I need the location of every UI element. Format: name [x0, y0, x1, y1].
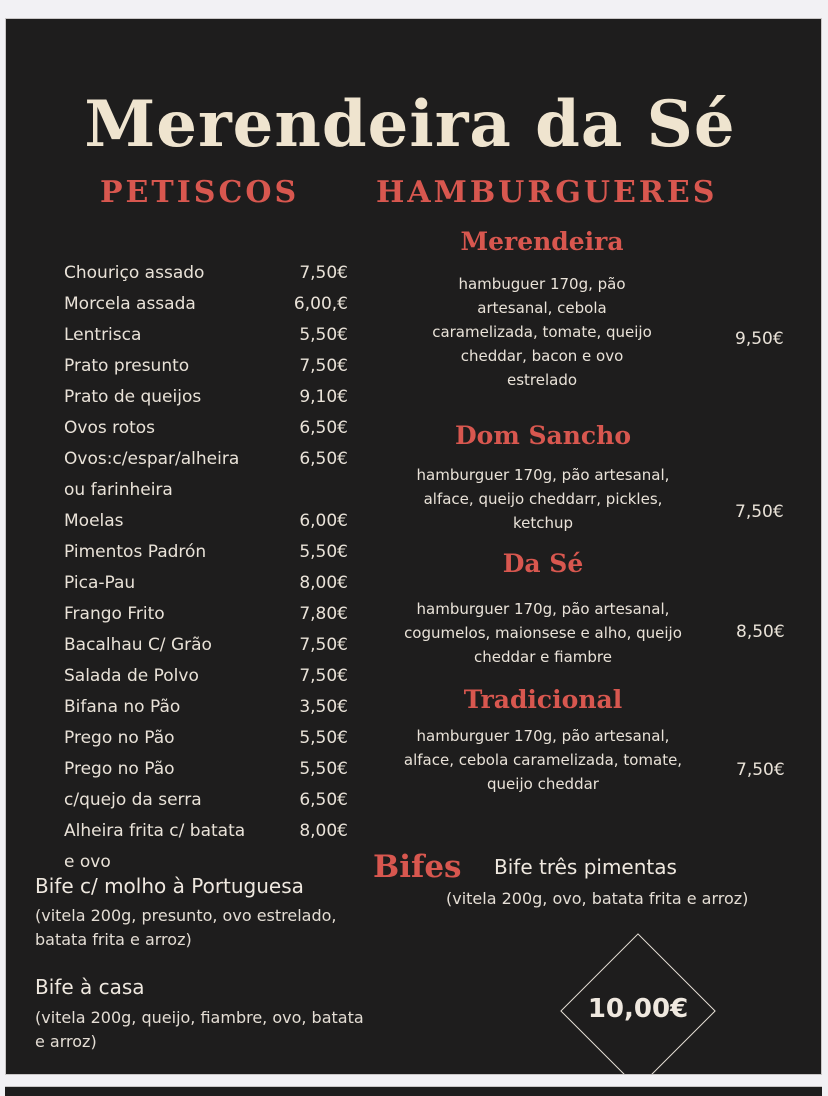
- item-name: Prego no Pão: [64, 759, 175, 779]
- item-name: Prato de queijos: [64, 387, 202, 407]
- desc-line: queijo cheddar: [487, 775, 599, 793]
- item-price: 5,50€: [299, 759, 348, 779]
- item-name: Bifana no Pão: [64, 697, 181, 717]
- burger-tradicional-desc: [378, 724, 708, 796]
- item-name: Pica-Pau: [64, 573, 136, 593]
- list-item: [64, 756, 354, 787]
- item-name: Bacalhau C/ Grão: [64, 635, 212, 655]
- list-item: [64, 601, 354, 632]
- item-price: 7,80€: [299, 604, 348, 624]
- list-item: [64, 415, 354, 446]
- item-price: 6,50€: [299, 418, 348, 438]
- item-name: Chouriço assado: [64, 263, 205, 283]
- desc-line: cheddar, bacon e ovo: [460, 347, 624, 365]
- list-item: [64, 477, 354, 508]
- burger-tradicional-price: 7,50€: [736, 760, 785, 780]
- item-name: Prato presunto: [64, 356, 190, 376]
- desc-line: cogumelos, maionsese e alho, queijo: [404, 624, 682, 642]
- item-price: 8,00€: [299, 821, 348, 841]
- item-name: ou farinheira: [64, 480, 173, 500]
- item-price: 5,50€: [299, 325, 348, 345]
- item-price: 7,50€: [299, 356, 348, 376]
- burger-merendeira-price: 9,50€: [735, 329, 784, 349]
- item-name: Moelas: [64, 511, 124, 531]
- desc-line: caramelizada, tomate, queijo: [432, 323, 652, 341]
- list-item: [64, 632, 354, 663]
- list-item: [64, 725, 354, 756]
- desc-line: artesanal, cebola: [477, 299, 607, 317]
- item-price: 5,50€: [299, 542, 348, 562]
- list-item: [64, 446, 354, 477]
- list-item: [64, 787, 354, 818]
- list-item: [64, 570, 354, 601]
- desc-line: alface, cebola caramelizada, tomate,: [403, 751, 683, 769]
- list-item: [64, 353, 354, 384]
- restaurant-title: Merendeira da Sé: [84, 87, 736, 162]
- item-name: Frango Frito: [64, 604, 165, 624]
- list-item: [64, 539, 354, 570]
- desc-line: e arroz): [35, 1032, 97, 1051]
- item-price: 9,10€: [299, 387, 348, 407]
- item-name: Ovos rotos: [64, 418, 156, 438]
- item-name: Pimentos Padrón: [64, 542, 207, 562]
- item-name: Morcela assada: [64, 294, 196, 314]
- bife-casa-name: Bife à casa: [35, 975, 145, 999]
- item-price: 6,00,€: [293, 294, 348, 314]
- item-price: 5,50€: [299, 728, 348, 748]
- menu-page: [5, 18, 822, 1075]
- item-name: Alheira frita c/ batata: [64, 821, 246, 841]
- desc-line: (vitela 200g, presunto, ovo estrelado,: [35, 906, 337, 925]
- burger-dom-sancho-name: Dom Sancho: [454, 421, 631, 450]
- desc-line: (vitela 200g, queijo, fiambre, ovo, batata: [35, 1008, 364, 1027]
- bife-tres-pimentas-name: Bife três pimentas: [494, 855, 677, 879]
- desc-line: hamburguer 170g, pão artesanal,: [416, 727, 670, 745]
- item-price: 6,50€: [299, 449, 348, 469]
- list-item: [64, 818, 354, 849]
- item-name: Ovos:c/espar/alheira: [64, 449, 240, 469]
- item-price: 3,50€: [299, 697, 348, 717]
- desc-line: batata frita e arroz): [35, 930, 192, 949]
- list-item: [64, 663, 354, 694]
- item-price: 7,50€: [299, 263, 348, 283]
- section-bifes-heading: Bifes: [373, 849, 462, 885]
- bifes-price: 10,00€: [587, 994, 689, 1024]
- bife-casa-desc: [35, 1006, 364, 1054]
- desc-line: ketchup: [512, 514, 574, 532]
- petiscos-list: [64, 260, 354, 880]
- burger-tradicional-name: Tradicional: [463, 685, 623, 714]
- item-price: 7,50€: [299, 666, 348, 686]
- burger-dom-sancho-price: 7,50€: [735, 502, 784, 522]
- bife-tres-pimentas-desc: [446, 887, 748, 911]
- burger-dom-sancho-desc: [378, 463, 708, 535]
- desc-line: estrelado: [506, 371, 578, 389]
- list-item: [64, 694, 354, 725]
- bife-portuguesa-desc: [35, 904, 337, 952]
- item-price: 8,00€: [299, 573, 348, 593]
- desc-line: hambuguer 170g, pão: [458, 275, 626, 293]
- desc-line: hamburguer 170g, pão artesanal,: [416, 600, 670, 618]
- burger-merendeira-name: Merendeira: [460, 227, 624, 256]
- bife-portuguesa-name: Bife c/ molho à Portuguesa: [35, 874, 304, 898]
- list-item: [64, 508, 354, 539]
- desc-line: (vitela 200g, ovo, batata frita e arroz): [446, 889, 749, 908]
- next-page-edge: [5, 1086, 822, 1096]
- burger-da-se-price: 8,50€: [736, 622, 785, 642]
- item-name: Lentrisca: [64, 325, 142, 345]
- item-name: Salada de Polvo: [64, 666, 199, 686]
- list-item: [64, 322, 354, 353]
- desc-line: hamburguer 170g, pão artesanal,: [416, 466, 670, 484]
- desc-line: alface, queijo cheddarr, pickles,: [423, 490, 663, 508]
- item-price: 6,00€: [299, 511, 348, 531]
- burger-da-se-name: Da Sé: [502, 549, 584, 578]
- item-name: e ovo: [64, 852, 111, 872]
- section-petiscos-heading: PETISCOS: [100, 175, 300, 210]
- item-price: 7,50€: [299, 635, 348, 655]
- burger-merendeira-desc: [382, 272, 702, 392]
- list-item: [64, 384, 354, 415]
- burger-da-se-desc: [378, 597, 708, 669]
- section-hamburgueres-heading: HAMBURGUERES: [376, 175, 718, 210]
- item-name: Prego no Pão: [64, 728, 175, 748]
- list-item: [64, 260, 354, 291]
- item-price: 6,50€: [299, 790, 348, 810]
- desc-line: cheddar e fiambre: [474, 648, 612, 666]
- item-name: c/quejo da serra: [64, 790, 202, 810]
- list-item: [64, 291, 354, 322]
